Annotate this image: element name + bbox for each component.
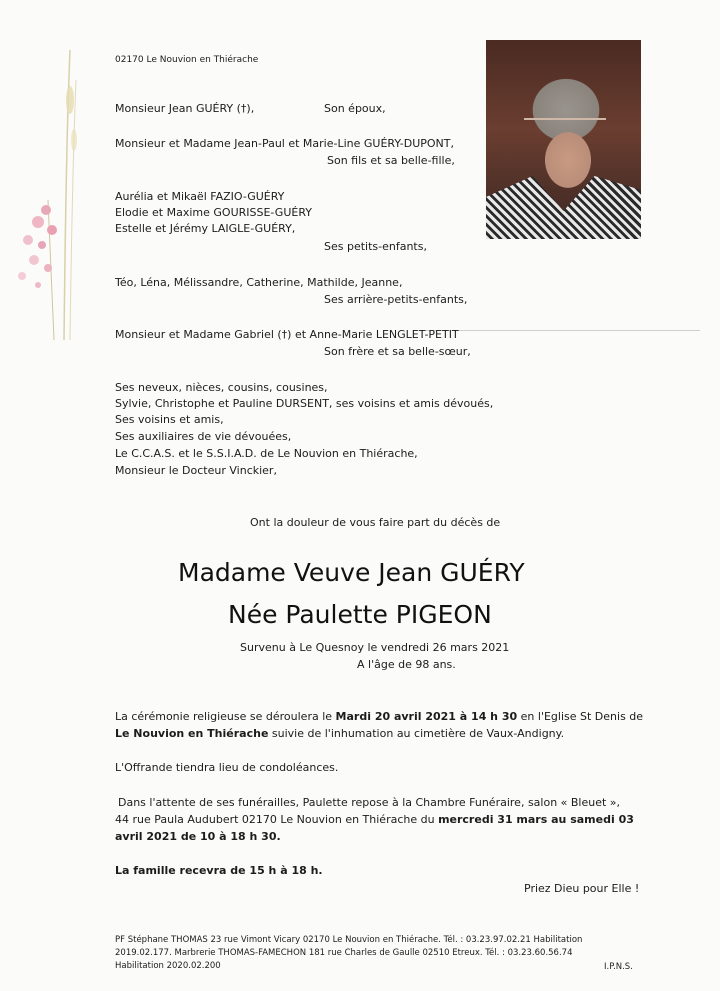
other-line-5: Le C.C.A.S. et le S.S.I.A.D. de Le Nouvion en Thiérache, <box>115 447 418 460</box>
ceremony-line-2 <box>115 727 564 741</box>
ceremony-date: Mardi 20 avril 2021 à 14 h 30 <box>335 710 518 723</box>
ceremony-town: Le Nouvion en Thiérache <box>115 727 269 740</box>
husband-relation: Son époux, <box>324 102 386 115</box>
grandchildren-relation: Ses petits-enfants, <box>324 240 427 253</box>
ceremony-text-1: La cérémonie religieuse se déroulera le <box>115 710 336 723</box>
other-line-1: Ses neveux, nièces, cousins, cousines, <box>115 381 328 394</box>
location-header: 02170 Le Nouvion en Thiérache <box>115 55 259 65</box>
deceased-name: Madame Veuve Jean GUÉRY <box>178 558 525 587</box>
other-line-2: Sylvie, Christophe et Pauline DURSENT, ses voisins et amis dévoués, <box>115 397 494 410</box>
glasses-shape <box>524 118 606 138</box>
other-line-6: Monsieur le Docteur Vinckier, <box>115 464 277 477</box>
brother-name: Monsieur et Madame Gabriel (†) et Anne-Marie LENGLET-PETIT <box>115 328 459 341</box>
deceased-maiden-name: Née Paulette PIGEON <box>228 600 492 629</box>
other-line-3: Ses voisins et amis, <box>115 413 224 426</box>
announcement-text: Ont la douleur de vous faire part du décès de <box>250 516 501 529</box>
offrande-line: L'Offrande tiendra lieu de condoléances. <box>115 761 339 774</box>
age-line: A l'âge de 98 ans. <box>357 658 456 671</box>
grandchild-2: Elodie et Maxime GOURISSE-GUÉRY <box>115 206 312 219</box>
great-grandchildren-relation: Ses arrière-petits-enfants, <box>324 293 468 306</box>
grandchild-3: Estelle et Jérémy LAIGLE-GUÉRY, <box>115 222 296 235</box>
brother-relation: Son frère et sa belle-sœur, <box>324 345 471 358</box>
ceremony-line-1 <box>115 710 643 724</box>
funeral-home-address: 44 rue Paula Audubert 02170 Le Nouvion en Thiérache du <box>115 813 439 826</box>
footer-ipns: I.P.N.S. <box>604 962 633 972</box>
death-line: Survenu à Le Quesnoy le vendredi 26 mars 2021 <box>240 641 510 654</box>
funeral-home-line-2 <box>115 813 634 827</box>
ceremony-text-3: suivie de l'inhumation au cimetière de Vaux-Andigny. <box>268 727 565 740</box>
son-name: Monsieur et Madame Jean-Paul et Marie-Line GUÉRY-DUPONT, <box>115 137 454 150</box>
footer-line-3: Habilitation 2020.02.200 <box>115 961 221 971</box>
portrait-photo <box>486 40 641 239</box>
divider-line <box>420 330 700 331</box>
great-grandchildren: Téo, Léna, Mélissandre, Catherine, Mathilde, Jeanne, <box>115 276 403 289</box>
son-relation: Son fils et sa belle-fille, <box>327 154 455 167</box>
footer-line-2: 2019.02.177. Marbrerie THOMAS-FAMECHON 181 rue Charles de Gaulle 02510 Etreux. Tél. : 03.23.60.56.74 <box>115 948 573 958</box>
prayer-line: Priez Dieu pour Elle ! <box>524 882 640 895</box>
flower-decoration-icon <box>8 40 78 340</box>
footer-line-1: PF Stéphane THOMAS 23 rue Vimont Vicary 02170 Le Nouvion en Thiérache. Tél. : 03.23.97.02.21 Habilitation <box>115 935 583 945</box>
funeral-home-line-3: avril 2021 de 10 à 18 h 30. <box>115 830 281 843</box>
other-line-4: Ses auxiliaires de vie dévouées, <box>115 430 292 443</box>
grandchild-1: Aurélia et Mikaël FAZIO-GUÉRY <box>115 190 285 203</box>
shirt-shape <box>486 169 641 239</box>
funeral-home-line-1: Dans l'attente de ses funérailles, Paulette repose à la Chambre Funéraire, salon « Bleuet », <box>118 796 621 809</box>
funeral-home-dates: mercredi 31 mars au samedi 03 <box>438 813 634 826</box>
husband-name: Monsieur Jean GUÉRY (†), <box>115 102 255 115</box>
family-receives-line: La famille recevra de 15 h à 18 h. <box>115 864 323 877</box>
ceremony-text-2: en l'Eglise St Denis de <box>517 710 644 723</box>
